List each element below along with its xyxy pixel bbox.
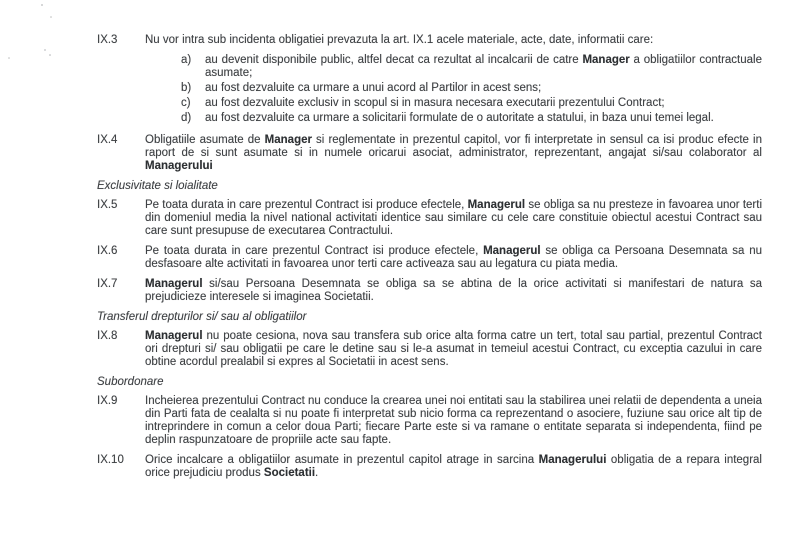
paragraph (145, 454, 762, 480)
list-item-letter: b) (181, 82, 192, 94)
list-item-letter: a) (181, 54, 192, 66)
list-item-text (205, 97, 762, 110)
text-segment: Managerul (145, 330, 203, 342)
list-item-text (205, 54, 762, 80)
paragraph (145, 330, 762, 369)
list-item-text (205, 112, 762, 125)
text-segment: au fost dezvaluite ca urmare a solicitarii formulate de o autoritate a statului, in baza unui temei legal. (205, 112, 714, 124)
text-segment: au fost dezvaluite exclusiv in scopul si in masura necesara executarii prezentului Contract; (205, 97, 665, 109)
clause-number: IX.9 (97, 395, 118, 407)
clause-IX.5 (97, 199, 762, 238)
text-segment: Managerul (467, 199, 526, 211)
list-item-letter: d) (181, 112, 192, 124)
text-segment: au fost dezvaluite ca urmare a unui acord al Partilor in acest sens; (205, 82, 542, 94)
clause-IX.10 (97, 454, 762, 480)
clause-number: IX.5 (97, 199, 118, 211)
section-heading: Transferul drepturilor si/ sau al obligatiilor (97, 311, 307, 323)
paragraph (145, 199, 762, 238)
clause-IX.3 (97, 34, 762, 127)
clause-IX.6 (97, 245, 762, 271)
paragraph (145, 134, 762, 173)
text-segment: obligatia de a repara integral orice prejudiciu produs (145, 454, 762, 479)
clause-text (145, 395, 762, 447)
section-heading: Exclusivitate si loialitate (97, 180, 218, 192)
clause-IX.4 (97, 134, 762, 173)
clause-text (145, 199, 762, 238)
scan-speck (8, 57, 10, 59)
scan-speck (49, 54, 51, 56)
text-segment: Managerul (145, 278, 203, 290)
contract-body (97, 34, 762, 487)
clause-IX.8 (97, 330, 762, 369)
paragraph (145, 395, 762, 447)
text-segment: Pe toata durata in care prezentul Contract isi produce efectele, (145, 245, 484, 257)
scan-speck (44, 49, 46, 51)
paragraph (145, 245, 762, 271)
text-segment: Managerului (538, 454, 607, 466)
list-item (181, 97, 762, 110)
text-segment: Managerul (483, 245, 541, 257)
text-segment: Incheierea prezentului Contract nu conduce la crearea unei noi entitati sau la stabilirea unei relatii de dependenta a uneia din Parti fata de cealalta si nu poate fi interpretat sub nicio forma ca reprezentand o asociere, fuziune sau orice alt tip de intreprindere in comun a celor doua Parti; fiecare Parte este si va ramane o entitate separata si independenta, fiind pe deplin raspunzatoare de propriile acte sau fapte. (145, 395, 762, 446)
clause-text (145, 278, 762, 304)
list-item-letter: c) (181, 97, 191, 109)
text-segment: Obligatiile asumate de (145, 134, 265, 146)
text-segment: se obliga sa nu presteze in favoarea unor terti din domeniul media la nivel national activitati identice sau similare cu cele care constituie obiectul acestui Contract sau care sunt presupuse de executarea Contractului. (145, 199, 763, 237)
paragraph (145, 278, 762, 304)
clause-number: IX.7 (97, 278, 118, 290)
clause-number: IX.4 (97, 134, 118, 146)
lettered-list (145, 54, 762, 125)
clause-number: IX.3 (97, 34, 118, 46)
clause-number: IX.8 (97, 330, 118, 342)
text-segment: nu poate cesiona, nova sau transfera sub orice alta forma catre un tert, total sau partial, prezentul Contract ori drepturi si/ sau obligatii pe care le detine sau si le-a asumat in temeiul acestui Contract, cu exceptia cazului in care obtine acordul prealabil si expres al Societatii in acest sens. (145, 330, 762, 368)
list-item-text (205, 82, 762, 95)
text-segment: se obliga ca Persoana Desemnata sa nu desfasoare alte activitati in favoarea unor terti care activeaza sau au legatura cu piata media. (145, 245, 763, 270)
text-segment: si/sau Persoana Desemnata se obliga sa se abtina de la orice activitati si manifestari de natura sa prejudicieze interesele si imaginea Societatii. (145, 278, 762, 303)
clause-text (145, 454, 762, 480)
clause-text (145, 34, 762, 127)
scan-speck (50, 16, 52, 18)
text-segment: Managerului (145, 160, 213, 172)
text-segment: Orice incalcare a obligatiilor asumate in prezentul capitol atrage in sarcina (145, 454, 539, 466)
text-segment: si reglementate in prezentul capitol, vor fi interpretate in sensul ca isi produc efecte in raport de si sunt asumate si in numele oricarui asociat, administrator, reprezentant, angajat si/sau colaborator al (145, 134, 762, 159)
clause-text (145, 134, 762, 173)
clause-IX.7 (97, 278, 762, 304)
section-heading: Subordonare (97, 376, 164, 388)
clause-number: IX.10 (97, 454, 124, 466)
clause-text (145, 245, 762, 271)
text-segment: Nu vor intra sub incidenta obligatiei prevazuta la art. IX.1 acele materiale, acte, date, informatii care: (145, 34, 654, 46)
list-item (181, 82, 762, 95)
scan-speck (41, 4, 43, 6)
clause-number: IX.6 (97, 245, 118, 257)
text-segment: au devenit disponibile public, altfel decat ca rezultat al incalcarii de catre (205, 54, 583, 66)
text-segment: Manager (264, 134, 312, 146)
text-segment: Pe toata durata in care prezentul Contract isi produce efectele, (145, 199, 468, 211)
list-item (181, 112, 762, 125)
clause-IX.9 (97, 395, 762, 447)
paragraph (145, 34, 762, 47)
text-segment: Manager (582, 54, 630, 66)
list-item (181, 54, 762, 80)
text-segment: a obligatiilor contractuale asumate; (205, 54, 762, 79)
text-segment: Societatii (263, 467, 316, 479)
text-segment: . (315, 467, 319, 479)
clause-text (145, 330, 762, 369)
